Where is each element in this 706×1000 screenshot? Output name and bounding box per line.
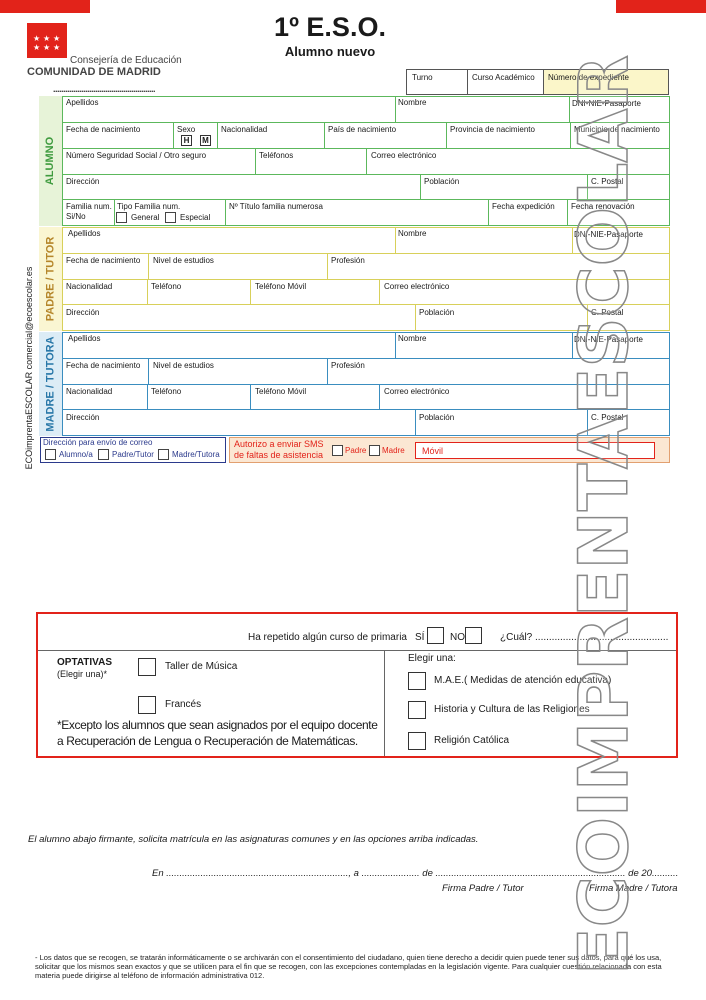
sms-movil-label: Móvil [422, 446, 444, 456]
madre-movil-label: Teléfono Móvil [255, 387, 307, 396]
top-right-red-bar [616, 0, 706, 13]
svg-text:★: ★ [43, 34, 51, 43]
alumno-telefonos-label: Teléfonos [259, 151, 294, 160]
sms-line2: de faltas de asistencia [234, 450, 324, 460]
divider [147, 279, 148, 304]
side-text: ECOimprentaESCOLAR comercial@ecoescolar.es [24, 266, 34, 470]
divider [572, 227, 573, 253]
org-line2: COMUNIDAD DE MADRID [27, 66, 161, 78]
divider [415, 304, 416, 331]
nota-line1: *Excepto los alumnos que sean asignados por el equipo docente [57, 718, 378, 732]
general-label: General [131, 213, 160, 222]
alumno-nss-label: Número Seguridad Social / Otro seguro [66, 151, 207, 160]
turno-label: Turno [412, 73, 433, 82]
watermark-text: ECOIMPRENTAESCOLAR [575, 77, 644, 975]
padre-tab-label: PADRE / TUTOR [44, 236, 57, 322]
alumno-dni-label: DNI-NIE-Pasaporte [572, 99, 641, 108]
sms-padre-checkbox[interactable] [332, 445, 343, 456]
religion-checkbox[interactable] [408, 732, 426, 750]
divider [379, 279, 380, 304]
sms-madre-checkbox[interactable] [369, 445, 380, 456]
curso-field[interactable] [468, 69, 544, 95]
divider [379, 384, 380, 409]
sms-line1: Autorizo a enviar SMS [234, 439, 324, 449]
watermark [575, 40, 645, 975]
cual-field[interactable]: ¿Cuál? ................................................ [500, 632, 669, 643]
mae-label: M.A.E.( Medidas de atención educativa) [434, 675, 612, 686]
org-line1: Consejería de Educación [70, 55, 182, 66]
mae-checkbox[interactable] [408, 672, 426, 690]
madrid-logo [27, 23, 67, 58]
optativas-vdivider [384, 650, 385, 756]
alumno-sexo-label: Sexo [177, 125, 196, 134]
divider [225, 199, 226, 226]
padre-correo-label: Correo electrónico [384, 282, 450, 291]
page-title: 1º E.S.O. [274, 12, 386, 42]
historia-label: Historia y Cultura de las Religiones [434, 704, 590, 715]
padre-poblacion-label: Población [419, 308, 455, 317]
padre-dni-label: DNI-NIE-Pasaporte [574, 230, 643, 239]
alumno-tipo-familia-label: Tipo Familia num. [117, 202, 181, 211]
optativas-title: OPTATIVAS [57, 657, 112, 668]
madre-nivel-label: Nivel de estudios [153, 361, 214, 370]
frances-checkbox[interactable] [138, 696, 156, 714]
divider [415, 409, 416, 436]
expediente-label: Número de expediente [548, 73, 629, 82]
madre-profesion-label: Profesión [331, 361, 365, 370]
divider [366, 148, 367, 174]
madre-direccion-label: Dirección [66, 413, 100, 422]
sexo-h-checkbox[interactable]: H [181, 135, 192, 146]
alumno-tab [39, 96, 63, 226]
page-subtitle: Alumno nuevo [284, 44, 376, 59]
correo-envio-box [40, 437, 226, 463]
envio-padre-label: Padre/Tutor [112, 450, 154, 459]
madre-poblacion-label: Población [419, 413, 455, 422]
envio-alumno-label: Alumno/a [59, 450, 93, 459]
svg-text:★: ★ [33, 34, 41, 43]
legal-footer: - Los datos que se recogen, se tratarán informáticamente o se archivarán con el consentimiento del ciudadano, quien tiene derecho a decidir quien puede tener sus datos, para qué los usa, solicitar que los mismos sean exactos y que se utilicen para el fin que se recogen, con las excepciones contempladas en la legislación vigente. Para cualquier cuestión relacionada con esta materia puede dirigirse al teléfono de información administrativa 012. [35, 953, 662, 980]
divider [420, 174, 421, 199]
madre-fecha-nac-label: Fecha de nacimiento [66, 361, 141, 370]
envio-alumno-checkbox[interactable] [45, 449, 56, 460]
madre-tab-label: MADRE / TUTORA [44, 336, 57, 432]
divider [488, 199, 489, 226]
divider [569, 96, 570, 122]
firma-madre-label: Firma Madre / Tutora [589, 883, 678, 894]
envio-padre-checkbox[interactable] [98, 449, 109, 460]
alumno-pais-label: País de nacimiento [328, 125, 397, 134]
alumno-familia-sino-label: Si/No [66, 212, 86, 221]
sms-madre-label: Madre [382, 446, 405, 455]
divider [255, 148, 256, 174]
divider [147, 384, 148, 409]
madre-dni-label: DNI-NIE-Pasaporte [574, 335, 643, 344]
divider [250, 279, 251, 304]
alumno-fecha-nac-label: Fecha de nacimiento [66, 125, 141, 134]
madre-nombre-label: Nombre [398, 334, 427, 343]
repetido-label: Ha repetido algún curso de primaria [248, 632, 407, 643]
madre-apellidos-label: Apellidos [68, 334, 101, 343]
alumno-nombre-label: Nombre [398, 98, 427, 107]
alumno-poblacion-label: Población [424, 177, 460, 186]
madre-nacionalidad-label: Nacionalidad [66, 387, 113, 396]
envio-madre-label: Madre/Tutora [172, 450, 220, 459]
firma-padre-label: Firma Padre / Tutor [442, 883, 524, 894]
especial-label: Especial [180, 213, 211, 222]
svg-text:★: ★ [33, 43, 41, 52]
padre-movil-label: Teléfono Móvil [255, 282, 307, 291]
divider [327, 253, 328, 279]
signature-statement: El alumno abajo firmante, solicita matrícula en las asignaturas comunes y en las opciones arriba indicadas. [28, 834, 479, 845]
divider [327, 358, 328, 384]
dotted-line: ................................................... [53, 84, 156, 94]
alumno-familia-num-label: Familia num. [66, 202, 112, 211]
religion-label: Religión Católica [434, 735, 510, 746]
stars-icon [27, 23, 67, 58]
no-label: NO [450, 632, 465, 643]
alumno-nacionalidad-label: Nacionalidad [221, 125, 268, 134]
padre-tab [39, 227, 63, 331]
taller-musica-checkbox[interactable] [138, 658, 156, 676]
divider [114, 199, 115, 226]
alumno-fecha-exp-label: Fecha expedición [492, 202, 555, 211]
divider [395, 227, 396, 253]
envio-madre-checkbox[interactable] [158, 449, 169, 460]
svg-text:★: ★ [53, 34, 61, 43]
alumno-fecha-ren-label: Fecha renovación [571, 202, 635, 211]
curso-label: Curso Académico [472, 73, 535, 82]
madre-tab [39, 332, 63, 436]
padre-fecha-nac-label: Fecha de nacimiento [66, 256, 141, 265]
divider [148, 253, 149, 279]
divider [395, 332, 396, 358]
divider [324, 122, 325, 148]
elegir-una-right: Elegir una: [408, 653, 456, 664]
taller-musica-label: Taller de Música [165, 661, 238, 672]
signature-en-line[interactable]: En ....................................................................., a ...................... de ........................................................................ de 20.......... [152, 868, 679, 879]
divider [567, 199, 568, 226]
padre-nivel-label: Nivel de estudios [153, 256, 214, 265]
top-left-red-bar [0, 0, 90, 13]
divider [570, 122, 571, 148]
alumno-provincia-label: Provincia de nacimiento [450, 125, 535, 134]
divider [250, 384, 251, 409]
general-checkbox[interactable] [116, 212, 127, 223]
divider [395, 96, 396, 122]
madre-telefono-label: Teléfono [151, 387, 182, 396]
turno-field[interactable] [406, 69, 468, 95]
no-checkbox[interactable] [465, 627, 482, 644]
madre-cpostal-label: C. Postal [591, 413, 624, 422]
alumno-municipio-label: Municipio de nacimiento [574, 125, 660, 134]
si-label: SÍ [415, 632, 425, 643]
frances-label: Francés [165, 699, 202, 710]
side-text-container [21, 243, 37, 493]
nota-line2: a Recuperación de Lengua o Recuperación de Matemáticas. [57, 734, 358, 748]
sms-padre-label: Padre [345, 446, 367, 455]
padre-nombre-label: Nombre [398, 229, 427, 238]
padre-direccion-label: Dirección [66, 308, 100, 317]
madre-correo-label: Correo electrónico [384, 387, 450, 396]
especial-checkbox[interactable] [165, 212, 176, 223]
divider [217, 122, 218, 148]
alumno-cpostal-label: C. Postal [591, 177, 624, 186]
divider [446, 122, 447, 148]
divider [148, 358, 149, 384]
alumno-apellidos-label: Apellidos [66, 98, 99, 107]
padre-nacionalidad-label: Nacionalidad [66, 282, 113, 291]
svg-text:★: ★ [43, 43, 51, 52]
correo-envio-title: Dirección para envío de correo [43, 438, 153, 447]
padre-cpostal-label: C. Postal [591, 308, 624, 317]
divider [572, 332, 573, 358]
padre-telefono-label: Teléfono [151, 282, 182, 291]
svg-text:★: ★ [53, 43, 61, 52]
historia-checkbox[interactable] [408, 701, 426, 719]
alumno-correo-label: Correo electrónico [371, 151, 437, 160]
sexo-m-checkbox[interactable]: M [200, 135, 211, 146]
padre-profesion-label: Profesión [331, 256, 365, 265]
alumno-tab-label: ALUMNO [44, 136, 57, 186]
divider [173, 122, 174, 148]
padre-apellidos-label: Apellidos [68, 229, 101, 238]
si-checkbox[interactable] [427, 627, 444, 644]
alumno-titulo-fn-label: Nº Título familia numerosa [229, 202, 323, 211]
optativas-elegir: (Elegir una)* [57, 669, 108, 679]
alumno-direccion-label: Dirección [66, 177, 100, 186]
